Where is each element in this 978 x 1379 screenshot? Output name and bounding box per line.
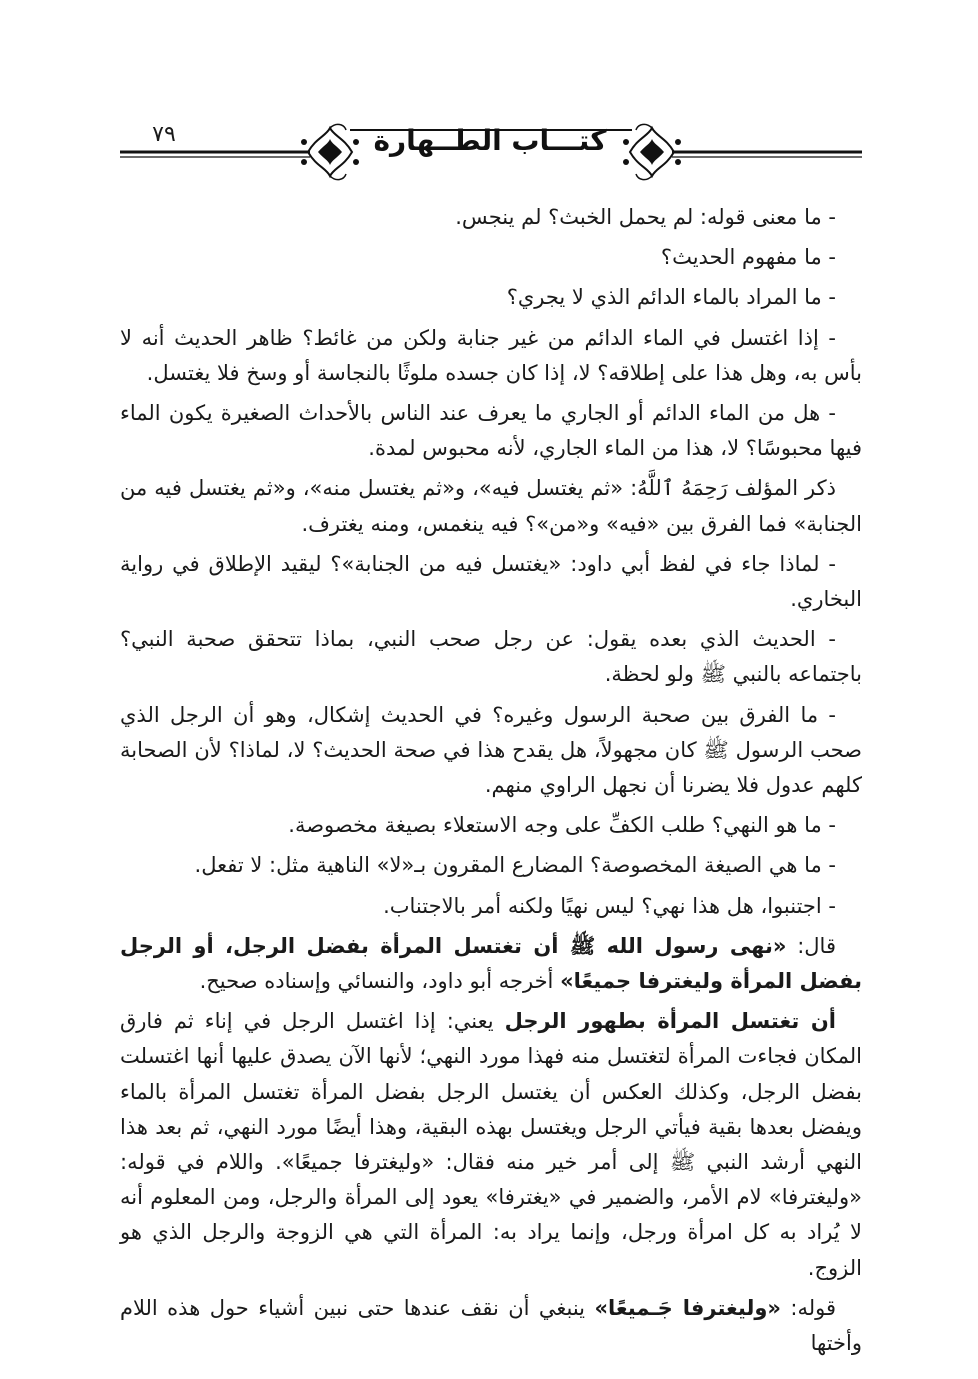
hadith-source: أخرجه أبو داود، والنسائي وإسناده صحيح. xyxy=(199,969,561,994)
paragraph: - اجتنبوا، هل هذا نهي؟ ليس نهيًا ولكنه أمر بالاجتناب. xyxy=(383,893,836,918)
paragraph: - ما هي الصيغة المخصوصة؟ المضارع المقرون بـ«لا» الناهية مثل: لا تفعل. xyxy=(194,853,836,878)
paragraph: - الحديث الذي بعده يقول: عن رجل صحب النبي، بماذا تتحقق صحبة النبي؟ باجتماعه بالنبي ﷺ ولو لحظة. xyxy=(120,627,862,687)
paragraph: - إذا اغتسل في الماء الدائم من غير جنابة ولكن من غائط؟ ظاهر الحديث أنه لا بأس به، وهل هذا على إطلاقه؟ لا، إذا كان جسده ملوثًا بالنجاسة أو وسخ فلا يغتسل. xyxy=(120,325,862,385)
explanation-lead: أن تغتسل المرأة بطهور الرجل xyxy=(504,1009,836,1034)
page-body xyxy=(120,200,862,1366)
page-header xyxy=(120,118,862,188)
hadith-prefix: قال: xyxy=(786,933,836,958)
page-number: ٧٩ xyxy=(152,122,176,147)
explanation-paragraph xyxy=(120,1004,862,1286)
last-text: ينبغي أن نقف عندها حتى نبين أشياء حول هذه اللام وأختها xyxy=(120,1295,862,1356)
paragraph: - لماذا جاء في لفظ أبي داود: «يغتسل فيه من الجنابة»؟ ليقيد الإطلاق في رواية البخاري. xyxy=(120,551,862,612)
last-paragraph xyxy=(120,1291,862,1361)
book-title: كتـــاب الطــهارة xyxy=(373,124,607,157)
hadith-paragraph xyxy=(120,929,862,999)
paragraph: - ما معنى قوله: لم يحمل الخبث؟ لم ينجس. xyxy=(455,205,836,229)
paragraph: - ما المراد بالماء الدائم الذي لا يجري؟ xyxy=(506,285,836,310)
paragraph: ذكر المؤلف رَحِمَهُ ٱللَّهُ: «ثم يغتسل فيه»، و«ثم يغتسل منه»، و«ثم يغتسل فيه من الجنابة» فما الفرق بين «فيه» و«من»؟ فيه ينغمس، ومنه يغترف. xyxy=(120,476,862,536)
paragraph: - ما الفرق بين صحبة الرسول وغيره؟ في الحديث إشكال، وهو أن الرجل الذي صحب الرسول ﷺ كان مجهولاً، هل يقدح هذا في صحة الحديث؟ لا، لماذا؟ لأن الصحابة كلهم عدول فلا يضرنا أن نجهل الراوي منهم. xyxy=(120,702,862,798)
paragraph: - هل من الماء الدائم أو الجاري ما يعرف عند الناس بالأحداث الصغيرة يكون الماء فيها محبوسًا؟ لا، هذا من الماء الجاري، لأنه محبوس لمدة. xyxy=(120,401,862,461)
hadith-text: «نهى رسول الله ﷺ أن تغتسل المرأة بفضل الرجل، أو الرجل بفضل المرأة وليغترفا جميعًا» xyxy=(120,933,862,994)
explanation-text: يعني: إذا اغتسل الرجل في إناء ثم فارق المكان فجاءت المرأة لتغتسل منه فهذا مورد النهي؛ لأنها الآن يصدق عليها أنها اغتسلت بفضل الرجل، وكذلك العكس أن يغتسل الرجل بفضل المرأة تغتسل المرأة بالماء ويفضل بعدها بقية فيأتي الرجل ويغتسل بهذه البقية، وهذا أيضًا مورد النهي، ثم بعد هذا النهي أرشد النبي ﷺ إلى أمر خير منه فقال: «وليغترفا جميعًا». واللام في قوله: «وليغترفا» لام الأمر، والضمير في «يغترفا» يعود إلى المرأة والرجل، ومن المعلوم أنه لا يُراد به كل امرأة ورجل، وإنما يراد به: المرأة التي هي الزوجة والرجل الذي هو الزوج. xyxy=(120,1009,862,1280)
paragraph: - ما هو النهي؟ طلب الكفِّ على وجه الاستعلاء بصيغة مخصوصة. xyxy=(288,813,836,838)
last-prefix: قوله: xyxy=(780,1295,837,1320)
last-quote: «وليغترفا جَـميعًا» xyxy=(594,1295,781,1320)
paragraph: - ما مفهوم الحديث؟ xyxy=(660,245,836,270)
